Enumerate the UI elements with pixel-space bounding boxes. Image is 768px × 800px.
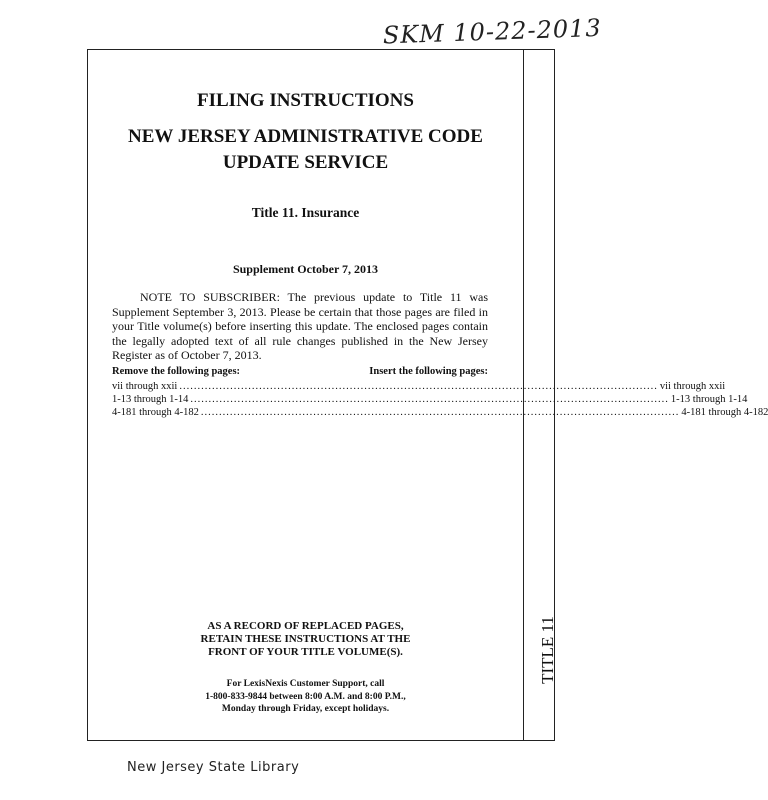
document-heading (88, 124, 523, 176)
remove-pages-cell: vii through xxii (112, 381, 178, 392)
support-line-3: Monday through Friday, except holidays. (221, 704, 390, 714)
dot-leader: .................................................................................................................................... (179, 381, 658, 392)
insert-pages-cell: 4-181 through 4-182 (681, 407, 768, 418)
table-row (112, 380, 726, 393)
dot-leader: .................................................................................................................................... (190, 394, 669, 405)
spine-label: TITLE 11 (538, 616, 557, 684)
dot-leader: .................................................................................................................................... (200, 407, 680, 418)
record-instruction (88, 620, 523, 659)
table-row (112, 406, 768, 419)
title-subject: Title 11. Insurance (251, 205, 360, 220)
record-line-3: FRONT OF YOUR TITLE VOLUME(S). (208, 646, 403, 658)
document-title: FILING INSTRUCTIONS (197, 90, 414, 111)
customer-support (88, 678, 523, 716)
supplement-date: Supplement October 7, 2013 (232, 262, 379, 276)
support-line-1: For LexisNexis Customer Support, call (226, 679, 385, 689)
heading-line-2: UPDATE SERVICE (222, 152, 389, 173)
record-line-2: RETAIN THESE INSTRUCTIONS AT THE (200, 633, 411, 645)
table-row (112, 393, 748, 406)
insert-pages-header: Insert the following pages: (369, 366, 488, 377)
record-line-1: AS A RECORD OF REPLACED PAGES, (207, 620, 404, 632)
support-line-2: 1-800-833-9844 between 8:00 A.M. and 8:00 P.M., (205, 691, 406, 702)
pages-table-header (112, 366, 488, 377)
heading-line-1: NEW JERSEY ADMINISTRATIVE CODE (128, 126, 483, 147)
remove-pages-cell: 4-181 through 4-182 (112, 407, 199, 418)
subscriber-note (112, 290, 488, 363)
pages-table (112, 380, 768, 419)
remove-pages-cell: 1-13 through 1-14 (112, 394, 189, 405)
subscriber-note-text: NOTE TO SUBSCRIBER: The previous update to Title 11 was Supplement September 3, 2013. Please be certain that those pages are filed in your Title volume(s) before inserting this update. The enclosed pages contain the legally adopted text of all rule changes published in the New Jersey Register as of October 7, 2013. (112, 290, 488, 362)
remove-pages-header: Remove the following pages: (112, 366, 241, 377)
insert-pages-cell: 1-13 through 1-14 (670, 394, 748, 405)
insert-pages-cell: vii through xxii (659, 381, 726, 392)
handwritten-note: SKM 10-22-2013 (382, 13, 603, 50)
library-stamp: New Jersey State Library (127, 760, 300, 775)
